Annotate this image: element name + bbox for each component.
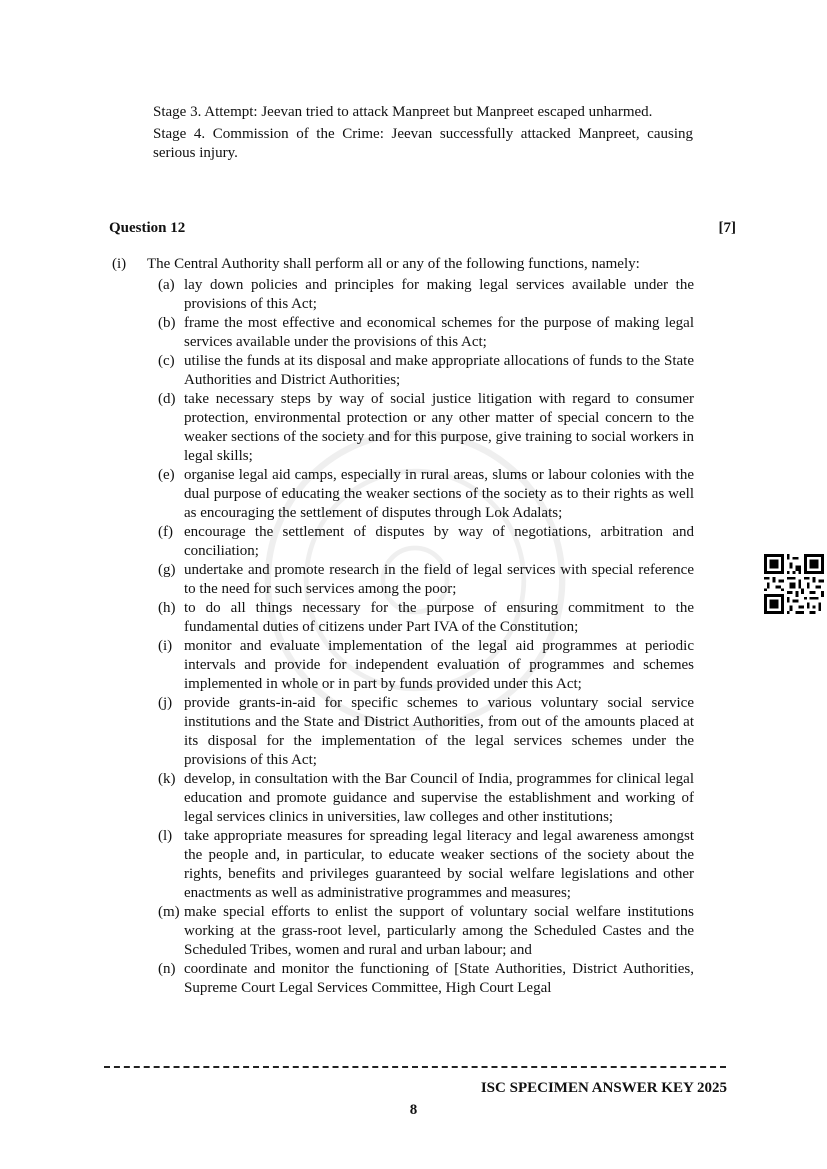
list-item (158, 390, 694, 466)
item-text: encourage the settlement of disputes by way of negotiations, arbitration and conciliation; (184, 524, 694, 559)
item-text: make special efforts to enlist the support of voluntary social welfare institutions working at the grass-root level, particularly among the Scheduled Castes and the Scheduled Tribes, women and rural and urban labour; and (184, 904, 694, 958)
item-text: take necessary steps by way of social justice litigation with regard to consumer protection, environmental protection or any other matter of special concern to the weaker sections of the society and for this purpose, give training to social workers in legal skills; (184, 391, 694, 464)
list-item (158, 903, 694, 960)
item-label: (e) (158, 467, 175, 483)
page-number: 8 (409, 1102, 418, 1118)
item-label: (a) (158, 277, 175, 293)
question-header (109, 220, 736, 240)
list-item (158, 694, 694, 770)
stage-3: Stage 3. Attempt: Jeevan tried to attack Manpreet but Manpreet escaped unharmed. (153, 104, 653, 120)
item-label: (c) (158, 353, 175, 369)
item-text: undertake and promote research in the field of legal services with special reference to the need for such services among the poor; (184, 562, 694, 597)
qr-code-icon[interactable] (764, 554, 824, 614)
item-text: coordinate and monitor the functioning of [State Authorities, District Authorities, Supreme Court Legal Services Committee, High Court Legal (184, 961, 694, 996)
item-label: (m) (158, 904, 180, 920)
item-text: frame the most effective and economical schemes for the purpose of making legal services available under the provisions of this Act; (184, 315, 694, 350)
question-title: Question 12 (109, 220, 186, 236)
item-label: (l) (158, 828, 173, 844)
list-item (158, 523, 694, 561)
list-item (158, 561, 694, 599)
question-marks: [7] (718, 220, 736, 236)
list-item (158, 599, 694, 637)
item-label: (f) (158, 524, 173, 540)
functions-list (158, 276, 694, 998)
item-text: develop, in consultation with the Bar Council of India, programmes for clinical legal education and promote guidance and supervise the establishment and working of legal services clinics in universities, law colleges and other institutions; (184, 771, 694, 825)
item-text: lay down policies and principles for making legal services available under the provisions of this Act; (184, 277, 694, 312)
list-item (158, 827, 694, 903)
item-label: (i) (158, 638, 173, 654)
part-intro: The Central Authority shall perform all or any of the following functions, namely: (147, 256, 640, 272)
list-item (158, 466, 694, 523)
item-label: (j) (158, 695, 173, 711)
item-label: (g) (158, 562, 176, 578)
stage-list (153, 103, 693, 166)
item-text: to do all things necessary for the purpose of ensuring commitment to the fundamental duties of citizens under Part IVA of the Constitution; (184, 600, 694, 635)
item-label: (b) (158, 315, 176, 331)
stage-4: Stage 4. Commission of the Crime: Jeevan successfully attacked Manpreet, causing serious injury. (153, 126, 693, 161)
item-text: utilise the funds at its disposal and make appropriate allocations of funds to the State Authorities and District Authorities; (184, 353, 694, 388)
item-label: (d) (158, 391, 176, 407)
list-item (158, 637, 694, 694)
item-text: monitor and evaluate implementation of the legal aid programmes at periodic intervals and provide for independent evaluation of programmes and schemes implemented in whole or in part by funds provided under this Act; (184, 638, 694, 692)
item-label: (h) (158, 600, 176, 616)
part-label: (i) (112, 256, 127, 272)
list-item (158, 960, 694, 998)
item-text: take appropriate measures for spreading legal literacy and legal awareness amongst the people and, in particular, to educate weaker sections of the society about the rights, benefits and privileges guaranteed by social welfare legislations and other enactments as well as administrative programmes and measures; (184, 828, 694, 901)
footer-title: ISC SPECIMEN ANSWER KEY 2025 (480, 1080, 727, 1096)
item-text: organise legal aid camps, especially in rural areas, slums or labour colonies with the dual purpose of educating the weaker sections of the society as to their rights as well as encouraging the settlement of disputes through Lok Adalats; (184, 467, 694, 521)
item-label: (k) (158, 771, 176, 787)
list-item (158, 314, 694, 352)
list-item (158, 770, 694, 827)
list-item (158, 276, 694, 314)
item-text: provide grants-in-aid for specific schemes to various voluntary social service institutions and the State and District Authorities, from out of the amounts placed at its disposal for the implementation of the legal services schemes under the provisions of this Act; (184, 695, 694, 768)
item-label: (n) (158, 961, 176, 977)
footer-divider (104, 1066, 726, 1068)
list-item (158, 352, 694, 390)
